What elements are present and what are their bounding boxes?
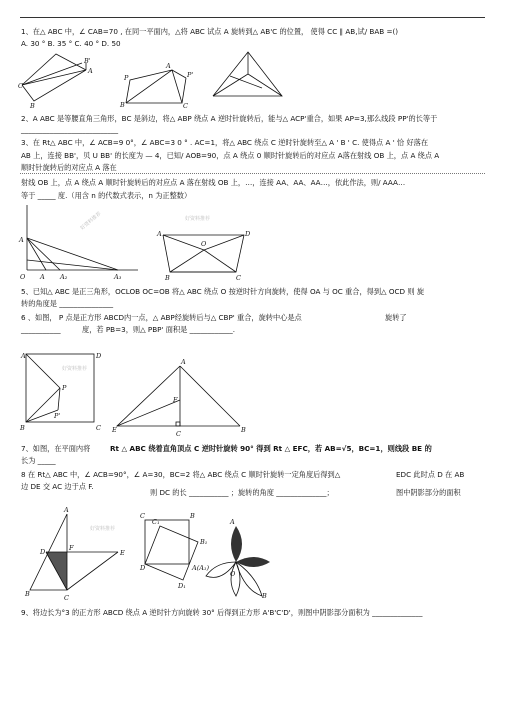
svg-text:C: C — [176, 430, 181, 438]
svg-text:O: O — [201, 240, 207, 248]
svg-text:A: A — [166, 62, 171, 70]
svg-text:A: A — [40, 273, 45, 281]
dotted-divider — [20, 173, 485, 174]
svg-text:A: A — [19, 236, 24, 244]
svg-text:C: C — [64, 594, 69, 602]
svg-text:P': P' — [187, 71, 194, 79]
q9-text: 9、将边长为°3 的正方形 ABCD 绕点 A 逆时针方向旋转 30° 后得到正方形 A'B'C'D'，则图中阴影部分面积为 ______________ — [21, 608, 423, 617]
q8-mid: 则 DC 的长 ___________ ；旋转的角度 ______________； — [150, 488, 334, 497]
svg-text:P: P — [124, 74, 129, 82]
q2-blank: ___________________________ — [21, 125, 119, 134]
svg-text:O: O — [20, 273, 26, 281]
svg-text:B: B — [120, 101, 125, 109]
q6-blank: ___________ — [21, 325, 61, 334]
q3-text: 3、在 Rt△ ABC 中，∠ ACB=9 0°，∠ ABC=3 0 ° . AC=1，将△ ABC 绕点 C 逆时针旋转至△ A ' B ' C. 使得点 A ' 恰 好落在 — [21, 138, 429, 147]
q1-text: 1、在△ ABC 中，∠ CAB=70 , 在同一平面内，△将 ABC 试点 A 旋转到△ AB'C 的位置， 使得 CC ∥ AB,试/ BAB =() — [21, 27, 399, 36]
svg-text:好资料推荐: 好资料推荐 — [185, 216, 211, 222]
q5-text-2: 转的角度是 _______________ — [21, 299, 114, 308]
svg-text:A₃: A₃ — [114, 273, 122, 281]
svg-text:B: B — [241, 426, 246, 434]
q1-choices: A. 30 ° B. 35 ° C. 40 ° D. 50 — [21, 39, 121, 48]
q4-text: 射线 OB 上，点 A 绕点 A 顺时针旋转后的对应点 A 落在射线 OB 上，…，连接 AA、AA、AA…，依此作法，则/ AAA… — [21, 178, 406, 187]
q5-figure — [0, 200, 505, 300]
svg-text:C: C — [236, 274, 241, 282]
q6-tail: 旋转了 — [385, 313, 407, 322]
q6-text-2: 度，若 PB=3，则△ PBP' 面积是 ____________. — [82, 325, 236, 334]
q8-text: 8 在 Rt△ ABC 中，∠ ACB=90°，∠ A=30，BC=2 将△ ABC 绕点 C 顺时针旋转一定角度后得到△ — [21, 470, 341, 479]
svg-text:A: A — [181, 358, 186, 366]
q8-text-2: 边 DE 交 AC 边于点 F. — [21, 482, 94, 491]
svg-text:好资料推荐: 好资料推荐 — [79, 210, 103, 232]
q5-text: 5、已知△ ABC 是正三角形，OCLOB OC=OB 将△ ABC 绕点 O 按逆时针方向旋转，使得 OA 与 OC 重合，得到△ OCD 则 旋 — [21, 287, 425, 296]
svg-text:C: C — [140, 512, 145, 520]
svg-text:A: A — [21, 352, 26, 360]
svg-text:A₂: A₂ — [60, 273, 68, 281]
svg-text:A: A — [157, 230, 162, 238]
svg-text:D: D — [140, 564, 146, 572]
svg-text:A: A — [88, 67, 93, 75]
svg-text:P: P — [62, 384, 67, 392]
svg-text:B: B — [165, 274, 170, 282]
q8-tail: EDC 此时点 D 在 AB — [396, 470, 465, 479]
q2-text: 2、A ABC 是等腰直角三角形，BC 是斜边，将△ ABP 绕点 A 逆时针旋转后，能与△ ACP'重合，如果 AP=3,那么线段 PP'的长等于 — [21, 114, 438, 123]
q4-text-2: 等于 _____ 度.（用含 n 的代数式表示，n 为正整数） — [21, 191, 192, 200]
q7-text-2: 长为 _____ — [21, 456, 56, 465]
svg-text:B: B — [30, 102, 35, 110]
q7-text: 7、如图，在平面内将 — [21, 444, 91, 453]
svg-text:C: C — [18, 82, 23, 90]
svg-text:E: E — [112, 426, 117, 434]
svg-text:B: B — [190, 512, 195, 520]
q3-text-2: AB 上，连接 BB'，贝 U BB' 的长度为 — 4，已知/ AOB=90，点 A 绕点 0 顺时针旋转后的对应点 A落在射线 OB 上，点 A 绕点 A — [21, 151, 440, 160]
q7-figure — [0, 340, 505, 450]
svg-text:好资料推荐: 好资料推荐 — [90, 526, 116, 532]
svg-text:E: E — [120, 549, 125, 557]
svg-text:D: D — [40, 548, 46, 556]
q3-text-3: 顺时针旋转后的对应点 A 落在 — [21, 163, 117, 172]
svg-text:B: B — [25, 590, 30, 598]
svg-text:D₁: D₁ — [178, 582, 186, 590]
svg-text:D: D — [245, 230, 251, 238]
svg-text:P': P' — [54, 412, 61, 420]
svg-text:好资料推荐: 好资料推荐 — [62, 366, 88, 372]
svg-text:C: C — [96, 424, 101, 432]
q1-figures — [0, 0, 505, 110]
svg-text:F: F — [69, 544, 74, 552]
svg-text:A(A₁): A(A₁) — [192, 564, 210, 572]
svg-text:D: D — [96, 352, 102, 360]
svg-text:B₁: B₁ — [200, 538, 208, 546]
q9-flower-figure — [0, 500, 505, 610]
svg-text:A: A — [64, 506, 69, 514]
svg-text:A: A — [230, 518, 235, 526]
svg-text:B: B — [262, 592, 267, 600]
q8-right: 图中阴影部分的面积 — [396, 488, 461, 497]
q6-text: 6 、如图， P 点是正方形 ABCD内一点，△ ABP经旋转后与△ CBP' 重合，旋转中心是点 — [21, 313, 302, 322]
svg-text:C₁: C₁ — [152, 518, 160, 526]
svg-text:F: F — [173, 396, 178, 404]
q7-bold: Rt △ ABC 绕着直角顶点 C 逆时针旋转 90° 得到 Rt △ EFC，若 AB=√5，BC=1，则线段 BE 的 — [110, 444, 432, 453]
svg-text:C: C — [183, 102, 188, 110]
svg-text:B': B' — [84, 57, 91, 65]
svg-text:B: B — [20, 424, 25, 432]
svg-text:O: O — [230, 570, 236, 578]
